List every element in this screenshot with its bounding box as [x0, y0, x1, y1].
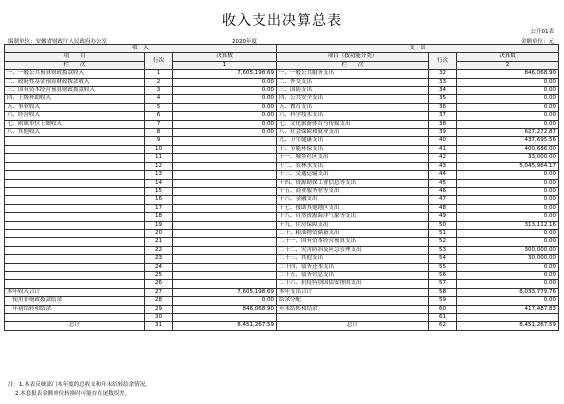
income-section-header: 收 入 [5, 45, 277, 53]
table-row [5, 187, 559, 195]
expense-item-cell: 十五、商业服务业等支出 [277, 187, 429, 195]
income-item-cell [5, 204, 145, 212]
income-item-cell [5, 196, 145, 204]
expense-line-header: 行次 [429, 53, 457, 70]
column-index-row [5, 61, 559, 69]
income-item-cell [5, 255, 145, 263]
table-row [5, 255, 559, 263]
expense-amount-cell: 0.00 [457, 263, 559, 271]
footnotes [8, 381, 151, 399]
table-row [5, 280, 559, 288]
expense-line-cell: 39 [429, 129, 457, 137]
income-line-cell: 8 [145, 129, 173, 137]
income-item-cell: 八、其他收入 [5, 129, 145, 137]
expense-amount-cell: 0.00 [457, 103, 559, 111]
income-sub-header: 栏 次 [5, 61, 145, 69]
expense-item-cell: 九、卫生健康支出 [277, 137, 429, 145]
income-amount-cell [173, 271, 277, 279]
income-item-cell [5, 246, 145, 254]
income-amount-cell [173, 263, 277, 271]
expense-item-cell: 十六、金融支出 [277, 196, 429, 204]
expense-line-cell: 46 [429, 187, 457, 195]
expense-amount-cell: 0.00 [457, 179, 559, 187]
income-item-cell [5, 221, 145, 229]
table-body [5, 70, 559, 331]
form-number: 公开01表 [530, 29, 554, 35]
expense-item-cell: 本年支出合计 [277, 288, 429, 296]
table-row [5, 171, 559, 179]
income-amount-cell [173, 171, 277, 179]
fiscal-year: 2020年度 [232, 39, 257, 45]
expense-line-cell: 48 [429, 204, 457, 212]
income-item-cell [5, 238, 145, 246]
expense-amount-cell: 33,000.00 [457, 154, 559, 162]
expense-amount-header: 决算数 [457, 53, 559, 61]
table-row [5, 229, 559, 237]
expense-amount-cell: 313,112.16 [457, 221, 559, 229]
expense-section-header: 支 出 [277, 45, 559, 53]
expense-line-cell: 41 [429, 145, 457, 153]
income-amount-cell: 7,605,198.69 [173, 288, 277, 296]
income-item-cell [5, 137, 145, 145]
income-amount-cell [173, 314, 277, 322]
table-row [5, 263, 559, 271]
income-item-cell: 五、事业收入 [5, 103, 145, 111]
income-line-cell: 19 [145, 221, 173, 229]
budget-table [4, 44, 559, 331]
expense-item-cell: 二十一、国有资本经营预算支出 [277, 238, 429, 246]
table-row [5, 246, 559, 254]
table-row [5, 322, 559, 330]
income-line-cell: 10 [145, 145, 173, 153]
income-line-cell: 5 [145, 103, 173, 111]
income-line-cell: 17 [145, 204, 173, 212]
expense-line-cell: 42 [429, 154, 457, 162]
expense-line-cell: 52 [429, 238, 457, 246]
expense-item-cell: 十九、住房保障支出 [277, 221, 429, 229]
income-amount-cell [173, 238, 277, 246]
income-item-header: 项 目 [5, 53, 145, 61]
expense-item-cell: 十、节能环保支出 [277, 145, 429, 153]
income-item-cell [5, 263, 145, 271]
income-amount-cell [173, 246, 277, 254]
income-amount-cell [173, 229, 277, 237]
income-line-cell: 6 [145, 112, 173, 120]
expense-amount-cell: 0.00 [457, 297, 559, 305]
expense-line-cell: 62 [429, 322, 457, 330]
table-row [5, 305, 559, 313]
table-row [5, 129, 559, 137]
income-line-header: 行次 [145, 53, 173, 70]
income-line-cell: 14 [145, 179, 173, 187]
income-line-cell: 12 [145, 162, 173, 170]
expense-item-cell: 结余分配 [277, 297, 429, 305]
expense-amount-cell: 0.00 [457, 271, 559, 279]
table-row [5, 314, 559, 322]
table-row [5, 87, 559, 95]
income-amount-cell: 8,451,267.59 [173, 322, 277, 330]
expense-line-cell: 43 [429, 162, 457, 170]
table-row [5, 137, 559, 145]
expense-amount-cell: 5,045,964.17 [457, 162, 559, 170]
table-row [5, 162, 559, 170]
income-item-cell [5, 162, 145, 170]
expense-item-cell: 一、一般公共服务支出 [277, 70, 429, 78]
expense-line-cell: 57 [429, 280, 457, 288]
expense-amount-cell: 400,686.00 [457, 145, 559, 153]
expense-item-header: 项目（按功能分类） [277, 53, 429, 61]
table-row [5, 78, 559, 86]
expense-line-cell: 58 [429, 288, 457, 296]
income-item-cell: 七、附属单位上缴收入 [5, 120, 145, 128]
expense-item-cell: 二十三、其他支出 [277, 255, 429, 263]
income-item-cell [5, 280, 145, 288]
expense-item-cell: 十一、城乡社区支出 [277, 154, 429, 162]
expense-amount-cell: 437,695.56 [457, 137, 559, 145]
expense-line-cell: 50 [429, 221, 457, 229]
income-amount-cell [173, 204, 277, 212]
income-amount-cell: 0.00 [173, 103, 277, 111]
expense-amount-cell: 0.00 [457, 213, 559, 221]
footnote-1: 注：1.本表反映部门本年度的总收支和年末结转结余情况。 [8, 382, 151, 388]
expense-amount-cell: 0.00 [457, 204, 559, 212]
income-line-cell: 13 [145, 171, 173, 179]
income-item-cell: 四、上级补助收入 [5, 95, 145, 103]
table-row [5, 112, 559, 120]
income-line-cell: 20 [145, 229, 173, 237]
income-amount-cell [173, 187, 277, 195]
expense-item-cell: 十八、自然资源海洋气象等支出 [277, 213, 429, 221]
table-row [5, 154, 559, 162]
expense-line-cell: 40 [429, 137, 457, 145]
expense-amount-cell: 0.00 [457, 95, 559, 103]
income-item-cell [5, 187, 145, 195]
income-amount-cell [173, 162, 277, 170]
expense-line-cell: 37 [429, 112, 457, 120]
table-row [5, 120, 559, 128]
expense-col-index: 2 [457, 61, 559, 69]
income-line-cell: 9 [145, 137, 173, 145]
expense-item-cell: 十三、交通运输支出 [277, 171, 429, 179]
income-line-cell: 21 [145, 238, 173, 246]
income-line-cell: 29 [145, 305, 173, 313]
income-item-cell [5, 271, 145, 279]
expense-line-cell: 56 [429, 271, 457, 279]
income-line-cell: 22 [145, 246, 173, 254]
expense-line-cell: 33 [429, 78, 457, 86]
income-item-cell [5, 314, 145, 322]
table-row [5, 221, 559, 229]
expense-item-cell: 七、文化旅游体育与传媒支出 [277, 120, 429, 128]
income-item-cell: 三、国有资本经营预算财政拨款收入 [5, 87, 145, 95]
income-line-cell: 11 [145, 154, 173, 162]
expense-item-cell: 十七、援助其他地区支出 [277, 204, 429, 212]
expense-line-cell: 34 [429, 87, 457, 95]
expense-item-cell: 二、外交支出 [277, 78, 429, 86]
income-item-cell [5, 171, 145, 179]
expense-amount-cell: 0.00 [457, 229, 559, 237]
income-amount-cell: 0.00 [173, 297, 277, 305]
expense-line-cell: 53 [429, 246, 457, 254]
expense-amount-cell: 0.00 [457, 238, 559, 246]
table-row [5, 297, 559, 305]
expense-amount-cell: 627,272.87 [457, 129, 559, 137]
expense-line-cell: 51 [429, 229, 457, 237]
expense-item-cell: 二十五、债务付息支出 [277, 271, 429, 279]
expense-amount-cell: 0.00 [457, 187, 559, 195]
income-amount-cell [173, 179, 277, 187]
income-item-cell [5, 213, 145, 221]
income-line-cell: 15 [145, 187, 173, 195]
expense-amount-cell: 0.00 [457, 112, 559, 120]
expense-item-cell: 四、公共安全支出 [277, 95, 429, 103]
income-item-cell [5, 154, 145, 162]
expense-line-cell: 32 [429, 70, 457, 78]
expense-item-cell: 三、国防支出 [277, 87, 429, 95]
footnote-2: 2.本套报表金额单位转换时可能存在尾数误差。 [15, 391, 131, 397]
column-header-row [5, 53, 559, 61]
expense-line-cell: 59 [429, 297, 457, 305]
income-line-cell: 4 [145, 95, 173, 103]
expense-amount-cell: 300,000.00 [457, 246, 559, 254]
expense-item-cell: 二十、粮油物资储备支出 [277, 229, 429, 237]
income-amount-cell [173, 221, 277, 229]
expense-item-cell: 二十二、灾害防治及应急管理支出 [277, 246, 429, 254]
income-item-cell: 一、一般公共预算财政拨款收入 [5, 70, 145, 78]
income-amount-cell: 0.00 [173, 129, 277, 137]
unit-label: 金额单位：元 [520, 39, 554, 45]
income-col-index: 1 [173, 61, 277, 69]
income-item-cell: 总计 [5, 322, 145, 330]
income-amount-cell [173, 213, 277, 221]
income-amount-header: 决算数 [173, 53, 277, 61]
expense-item-cell: 十二、农林水支出 [277, 162, 429, 170]
income-line-cell: 24 [145, 263, 173, 271]
table-row [5, 204, 559, 212]
expense-amount-cell: 0.00 [457, 280, 559, 288]
income-line-cell: 28 [145, 297, 173, 305]
table-row [5, 145, 559, 153]
expense-amount-cell: 0.00 [457, 196, 559, 204]
table-row [5, 213, 559, 221]
income-item-cell [5, 145, 145, 153]
table-row [5, 179, 559, 187]
income-amount-cell: 0.00 [173, 95, 277, 103]
income-amount-cell: 0.00 [173, 120, 277, 128]
income-line-cell: 25 [145, 271, 173, 279]
expense-line-cell: 61 [429, 314, 457, 322]
expense-amount-cell: 0.00 [457, 87, 559, 95]
income-item-cell: 年初结转和结余 [5, 305, 145, 313]
income-line-cell: 30 [145, 314, 173, 322]
income-line-cell: 1 [145, 70, 173, 78]
expense-item-cell: 年末结转和结余 [277, 305, 429, 313]
income-line-cell: 16 [145, 196, 173, 204]
expense-line-cell: 47 [429, 196, 457, 204]
expense-amount-cell: 8,451,267.59 [457, 322, 559, 330]
table-row [5, 196, 559, 204]
income-amount-cell [173, 145, 277, 153]
expense-item-cell: 十四、资源勘探工业信息等支出 [277, 179, 429, 187]
expense-amount-cell: 0.00 [457, 120, 559, 128]
expense-item-cell: 二十四、债务还本支出 [277, 263, 429, 271]
income-amount-cell [173, 137, 277, 145]
expense-line-cell: 38 [429, 120, 457, 128]
expense-line-cell: 60 [429, 305, 457, 313]
expense-item-cell: 六、科学技术支出 [277, 112, 429, 120]
expense-item-cell: 总计 [277, 322, 429, 330]
expense-amount-cell: 846,068.90 [457, 70, 559, 78]
income-item-cell: 二、政府性基金预算财政拨款收入 [5, 78, 145, 86]
income-item-cell: 六、经营收入 [5, 112, 145, 120]
expense-line-cell: 55 [429, 263, 457, 271]
income-line-cell: 7 [145, 120, 173, 128]
table-row [5, 95, 559, 103]
income-item-cell [5, 179, 145, 187]
income-amount-cell [173, 280, 277, 288]
org-label: 编制单位：安徽省财政厅人民政府办公室 [8, 39, 108, 45]
expense-line-cell: 36 [429, 103, 457, 111]
section-header-row [5, 45, 559, 53]
table-row [5, 103, 559, 111]
expense-line-cell: 45 [429, 179, 457, 187]
income-line-cell: 26 [145, 280, 173, 288]
income-line-cell: 2 [145, 78, 173, 86]
table-row [5, 288, 559, 296]
expense-item-cell [277, 314, 429, 322]
table-row [5, 271, 559, 279]
income-amount-cell [173, 154, 277, 162]
income-item-cell [5, 229, 145, 237]
expense-amount-cell: 417,487.83 [457, 305, 559, 313]
expense-amount-cell: 0.00 [457, 171, 559, 179]
table-row [5, 238, 559, 246]
expense-amount-cell [457, 314, 559, 322]
income-line-cell: 3 [145, 87, 173, 95]
income-item-cell: 本年收入合计 [5, 288, 145, 296]
income-amount-cell: 846,068.90 [173, 305, 277, 313]
expense-amount-cell: 8,033,779.76 [457, 288, 559, 296]
income-line-cell: 31 [145, 322, 173, 330]
report-title: 收入支出决算总表 [222, 13, 342, 29]
income-line-cell: 27 [145, 288, 173, 296]
expense-line-cell: 44 [429, 171, 457, 179]
income-amount-cell [173, 255, 277, 263]
expense-sub-header: 栏 次 [277, 61, 429, 69]
income-amount-cell: 0.00 [173, 112, 277, 120]
expense-line-cell: 35 [429, 95, 457, 103]
expense-item-cell: 二十六、抗疫特别国债安排的支出 [277, 280, 429, 288]
income-line-cell: 18 [145, 213, 173, 221]
income-amount-cell: 0.00 [173, 78, 277, 86]
income-item-cell: 使用非财政拨款结余 [5, 297, 145, 305]
expense-line-cell: 49 [429, 213, 457, 221]
expense-amount-cell: 0.00 [457, 78, 559, 86]
table-row [5, 70, 559, 78]
expense-item-cell: 五、教育支出 [277, 103, 429, 111]
expense-line-cell: 54 [429, 255, 457, 263]
expense-item-cell: 八、社会保障和就业支出 [277, 129, 429, 137]
income-amount-cell [173, 196, 277, 204]
income-line-cell: 23 [145, 255, 173, 263]
income-amount-cell: 7,605,198.69 [173, 70, 277, 78]
income-amount-cell: 0.00 [173, 87, 277, 95]
expense-amount-cell: 30,000.00 [457, 255, 559, 263]
